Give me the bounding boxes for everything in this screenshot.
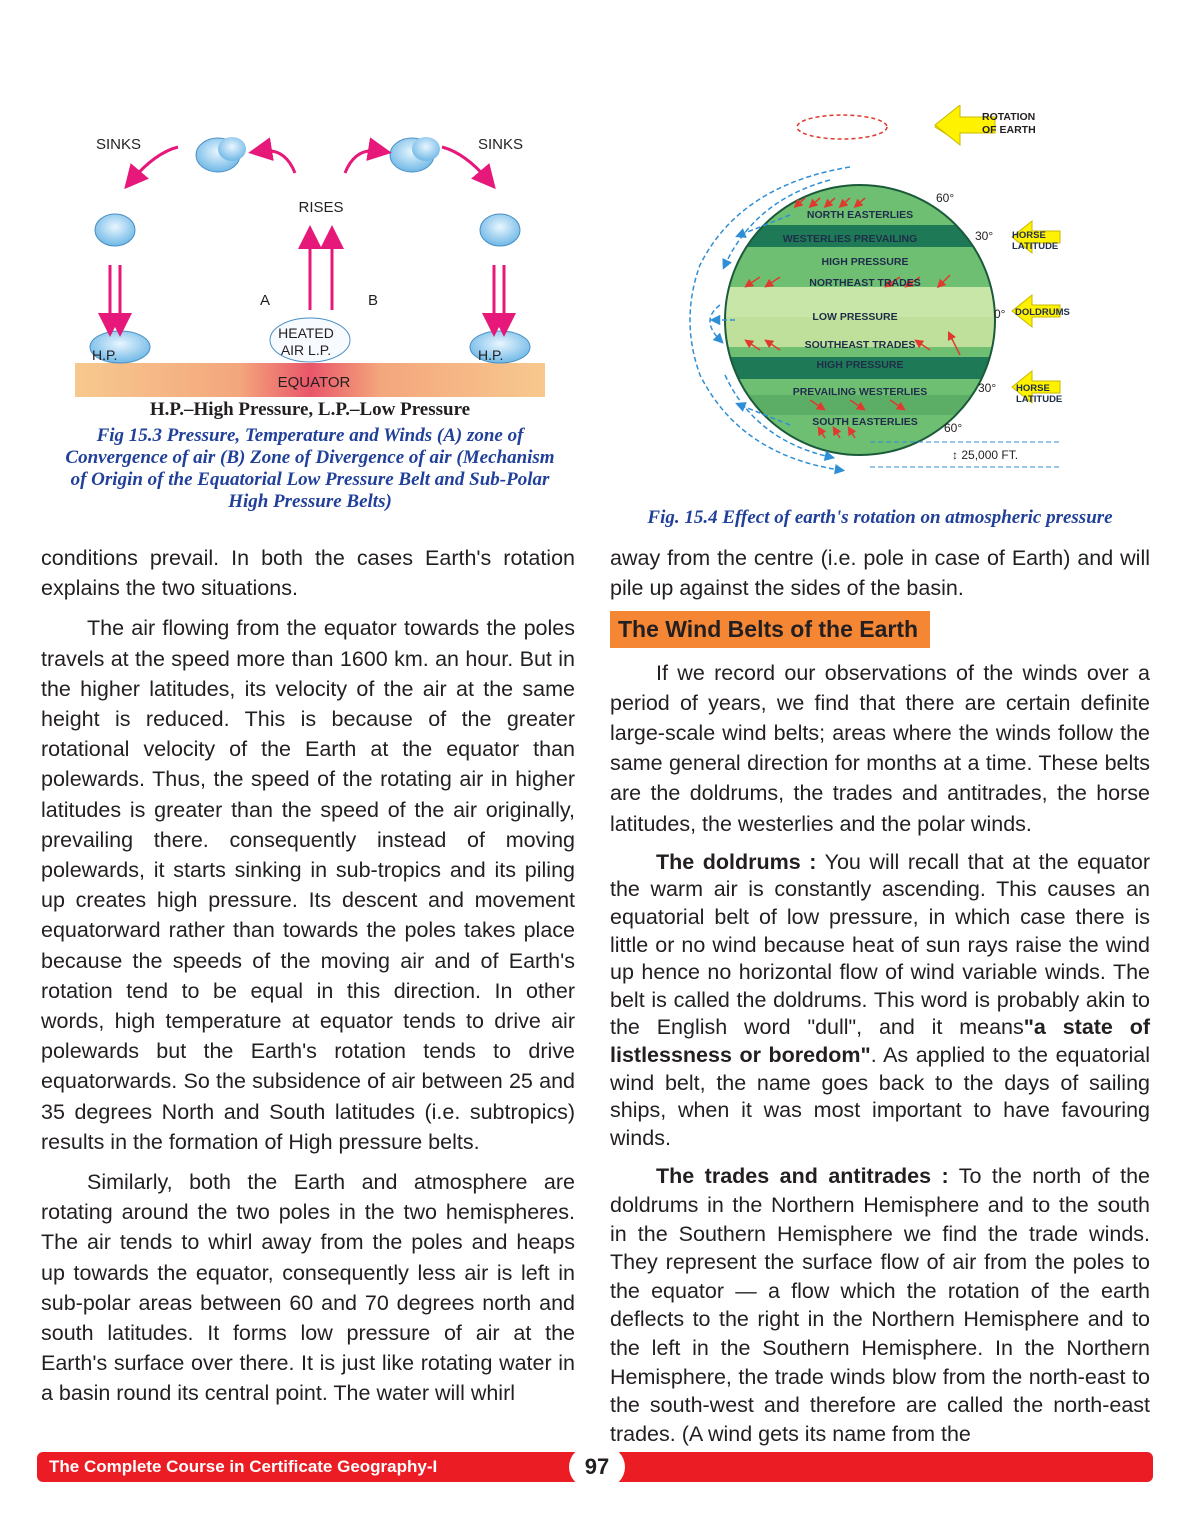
westerlies-prevailing-label: WESTERLIES PREVAILING	[782, 233, 918, 245]
zone-a-label: A	[260, 292, 271, 309]
curve-arrow-right	[345, 150, 380, 173]
cloud-mid-right	[480, 214, 520, 246]
doldrums-label: DOLDRUMS	[1015, 307, 1070, 318]
paragraph: The air flowing from the equator towards the poles travels at the speed more than 1600 km. an hour. But in the higher latitudes, its velocity of the air at the same height is reduced. This is because of the greater rotational velocity of the Earth at the equator than polewards. Thus, the speed of the rotating air in higher latitudes is greater than the speed of the air originally, prevailing there. consequently instead of moving polewards, it starts sinking in sub-tropics and its piling up creates high pressure. Its descent and movement equatorward rather than towards the poles takes place because the speeds of the moving air and of Earth's rotation tend to be equal in this direction. In other words, high temperature at equator tends to drive air polewards but the Earth's rotation tends to drive equatorwards. So the subsidence of air between 25 and 35 degrees North and South latitudes (i.e. subtropics) results in the formation of High pressure belts.	[41, 616, 575, 1154]
rotation-ellipse	[797, 115, 887, 139]
sinks-left-label: SINKS	[96, 136, 142, 153]
rotation-label-2: OF EARTH	[982, 124, 1036, 136]
air-lp-label: AIR L.P.	[280, 342, 332, 358]
section-heading: The Wind Belts of the Earth	[610, 611, 930, 647]
sinks-right-label: SINKS	[478, 136, 524, 153]
lat-30n-label: 30°	[975, 229, 994, 243]
south-easterlies-label: SOUTH EASTERLIES	[812, 416, 918, 428]
horse-south-label-1: HORSE	[1016, 383, 1050, 394]
wind-belts-globe-figure	[660, 105, 1080, 485]
north-easterlies-label: NORTH EASTERLIES	[806, 209, 914, 221]
high-pressure-north-label: HIGH PRESSURE	[821, 256, 909, 268]
southeast-trades-label: SOUTHEAST TRADES	[804, 339, 916, 351]
heated-label: HEATED	[278, 325, 334, 341]
horse-south-label-2: LATITUDE	[1016, 394, 1063, 405]
footer-bar-left	[37, 1452, 577, 1482]
horse-label-2: LATITUDE	[1012, 241, 1059, 252]
low-pressure-label: LOW PRESSURE	[812, 311, 898, 323]
rotation-label-1: ROTATION	[982, 111, 1036, 123]
cloud-top-right	[390, 137, 440, 172]
lat-0-label: 0°	[994, 307, 1006, 321]
prevailing-westerlies-label: PREVAILING WESTERLIES	[792, 386, 928, 398]
paragraph: Similarly, both the Earth and atmosphere are rotating around the two poles in the two hemispheres. The air tends to whirl away from the poles and heaps up towards the equator, consequently less air is left in sub-polar areas between 60 and 70 degrees north and south latitudes. It forms low pressure of air at the Earth's surface over there. It is just like rotating water in a basin round its central point. The water will whirl	[41, 1170, 575, 1406]
caption-line: High Pressure Belts)	[228, 491, 392, 512]
lat-30s-label: 30°	[978, 381, 997, 395]
hp-right-label: H.P.	[478, 347, 504, 363]
page-number: 97	[569, 1446, 625, 1488]
footer-bar-right	[612, 1452, 1153, 1482]
trades-text: To the north of the doldrums in the Northern Hemisphere and to the south in the Southern Hemisphere we find the trade winds. They represent the surface flow of air from the poles to the equator — a flow which the rotation of the earth deflects to the right in the Northern Hemisphere and to the left in the Southern Hemisphere. In the Northern Hemisphere, the trade winds blow from the north-east to the south-west and therefore are called the north-east trades. (A wind gets its name from the	[610, 1164, 1150, 1446]
term-trades: The trades and antitrades :	[656, 1164, 949, 1189]
doldrums-text-2: . As applied to the equatorial wind belt, the name goes back to the days of sailing ships, when it was most important to have favouring winds.	[610, 1042, 1150, 1150]
rises-label: RISES	[298, 199, 344, 216]
lat-60n-label: 60°	[936, 191, 955, 205]
zone-b-label: B	[368, 292, 379, 309]
pressure-diagram-figure	[70, 125, 550, 400]
height-label: ↕ 25,000 FT.	[952, 448, 1019, 462]
right-text-column	[610, 543, 1150, 1448]
paragraph-trades	[610, 1162, 1150, 1448]
paragraph: away from the centre (i.e. pole in case of Earth) and will pile up against the sides of the basin.	[610, 546, 1150, 601]
doldrums-quote: "a state of listlessness or boredom"	[610, 1015, 1150, 1067]
northeast-trades-label: NORTHEAST TRADES	[809, 277, 921, 289]
term-doldrums: The doldrums :	[656, 849, 817, 874]
footer-title: The Complete Course in Certificate Geography-I	[49, 1457, 438, 1476]
lat-60s-label: 60°	[944, 421, 963, 435]
fig-left-caption	[40, 425, 580, 513]
curve-arrow-left	[260, 150, 295, 173]
doldrums-text: You will recall that at the equator the warm air is constantly ascending. This causes an equatorial belt of low pressure, in which case there is little or no wind because heat of sun rays raise the wind up hence no horizontal flow of wind variable winds. The belt is called the doldrums. This word is probably akin to the English word "dull", and it means	[610, 849, 1150, 1040]
paragraph: conditions prevail. In both the cases Earth's rotation explains the two situations.	[41, 546, 575, 601]
fig-right-caption: Fig. 15.4 Effect of earth's rotation on atmospheric pressure	[647, 507, 1113, 528]
equator-label: EQUATOR	[277, 374, 351, 391]
caption-line: Convergence of air (B) Zone of Divergence of air (Mechanism	[65, 447, 555, 468]
hp-left-label: H.P.	[92, 347, 118, 363]
horse-label-1: HORSE	[1012, 230, 1046, 241]
cloud-top-left	[196, 137, 246, 172]
caption-line: Fig 15.3 Pressure, Temperature and Winds (A) zone of	[96, 425, 524, 446]
left-text-column	[41, 543, 575, 1409]
caption-line: of Origin of the Equatorial Low Pressure Belt and Sub-Polar	[70, 469, 550, 490]
cloud-mid-left	[95, 214, 135, 246]
paragraph: If we record our observations of the winds over a period of years, we find that there are certain definite large-scale wind belts; areas where the winds follow the same general direction for months at a time. These belts are the doldrums, the trades and antitrades, the horse latitudes, the westerlies and the polar winds.	[610, 660, 1150, 836]
fig-left-legend: H.P.–High Pressure, L.P.–Low Pressure	[149, 399, 471, 420]
paragraph-doldrums	[610, 849, 1150, 1153]
high-pressure-south-label: HIGH PRESSURE	[816, 359, 904, 371]
